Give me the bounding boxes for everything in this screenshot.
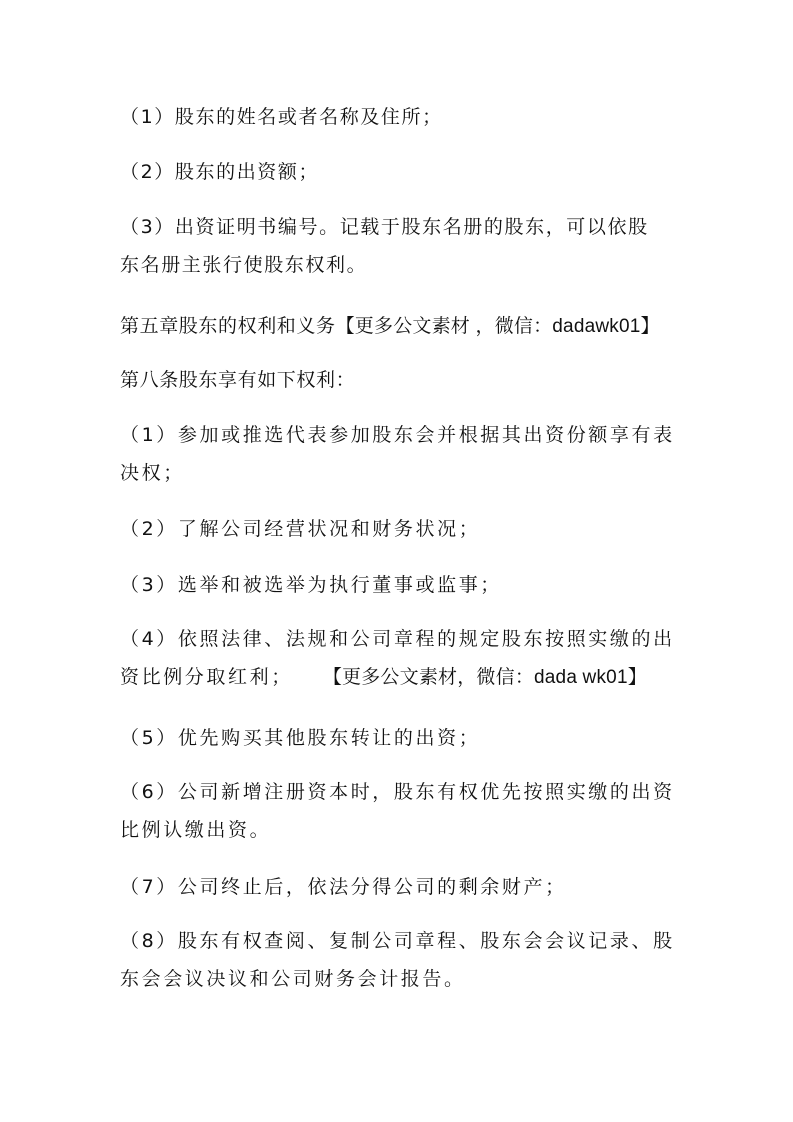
paragraph-right-5 [120,719,680,757]
text-line: （8）股东有权查阅、复制公司章程、股东会会议记录、股 [120,930,675,952]
paragraph-right-3 [120,566,680,604]
paragraph-right-2 [120,510,680,548]
text-line: （6）公司新增注册资本时，股东有权优先按照实缴的出资 [120,781,675,803]
text-line: （1）股东的姓名或者名称及住所； [120,106,443,128]
paragraph-right-6 [120,773,680,849]
text-line: 比例认缴出资。 [120,819,272,841]
paragraph-right-7 [120,868,680,906]
text-line: （4）依照法律、法规和公司章程的规定股东按照实缴的出 [120,628,675,650]
text-line: （1）参加或推选代表参加股东会并根据其出资份额享有表 [120,424,675,446]
text-line: 决权； [120,462,185,484]
text-line: 第八条股东享有如下权利： [120,369,356,391]
text-line: 东会会议决议和公司财务会计报告。 [120,968,466,990]
chapter-heading [120,307,680,346]
paragraph-certificate-number [120,208,680,284]
text-line: 东名册主张行使股东权利。 [120,254,368,276]
text-line: （3）出资证明书编号。记载于股东名册的股东，可以依股 [120,216,649,238]
text-line: 资比例分取红利； [120,666,293,688]
chapter-title: 第五章股东的权利和义务 [120,315,336,337]
text-line: （2）股东的出资额； [120,161,320,183]
text-line: （2）了解公司经营状况和财务状况； [120,518,481,540]
paragraph-shareholder-name [120,98,680,136]
promo-note: 【更多公文素材，微信：dada wk01】 [322,667,647,688]
paragraph-right-4 [120,620,680,697]
text-line: （3）选举和被选举为执行董事或监事； [120,574,502,596]
text-line: （5）优先购买其他股东转让的出资； [120,727,481,749]
promo-note: 【更多公文素材 ，微信：dadawk01】 [335,316,660,337]
paragraph-right-1 [120,416,680,492]
text-line: （7）公司终止后，依法分得公司的剩余财产； [120,876,567,898]
article-heading [120,361,680,399]
paragraph-right-8 [120,922,680,998]
paragraph-capital-amount [120,153,680,191]
